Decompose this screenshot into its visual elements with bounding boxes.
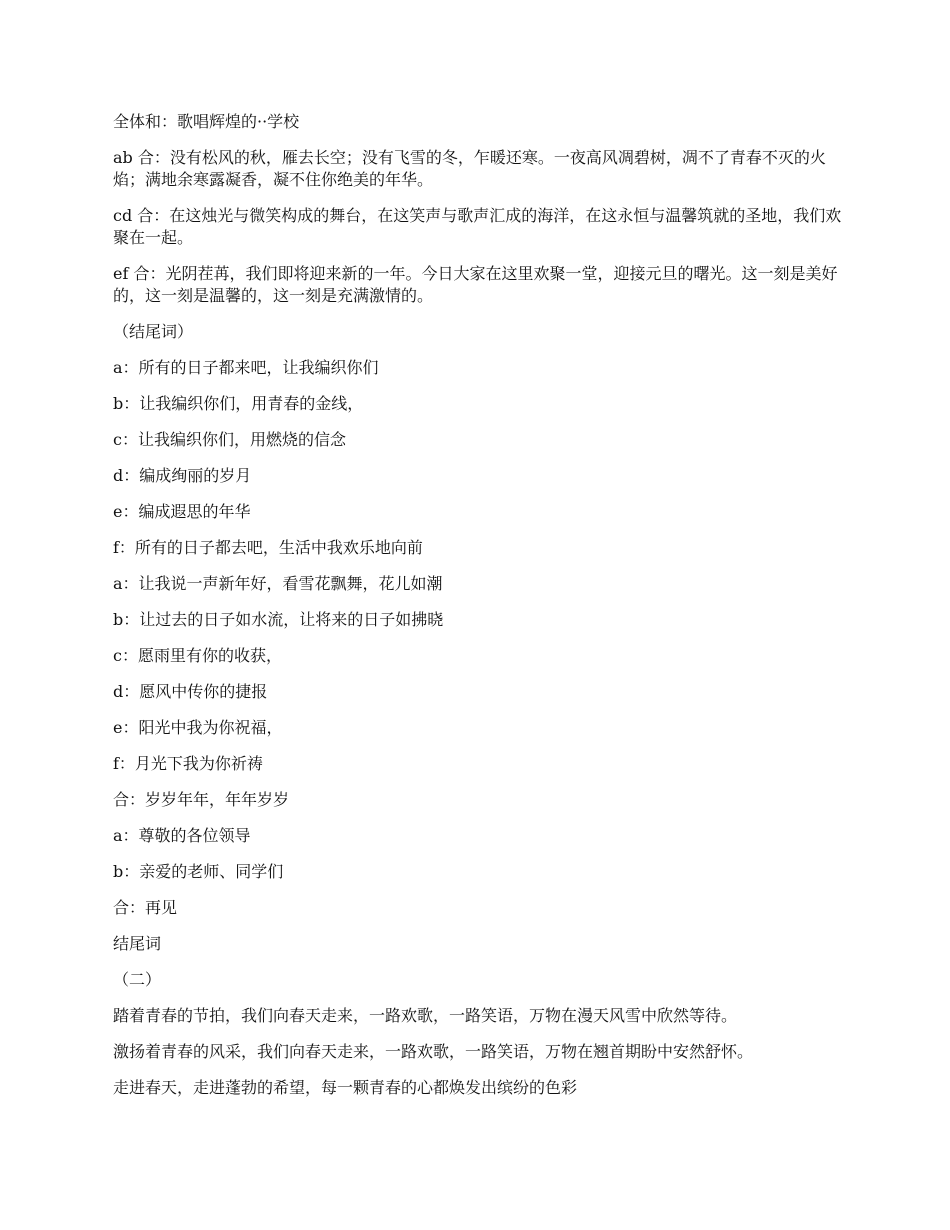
paragraph-ab-chorus: ab 合：没有松风的秋，雁去长空；没有飞雪的冬，乍暖还寒。一夜高风凋碧树，凋不了青春不灭的火焰；满地余寒露凝香，凝不住你绝美的年华。 bbox=[113, 148, 826, 189]
paragraph-spring-2: 激扬着青春的风采，我们向春天走来，一路欢歌，一路笑语，万物在翘首期盼中安然舒怀。 bbox=[113, 1042, 754, 1061]
line-chorus-1: 合：岁岁年年，年年岁岁 bbox=[113, 790, 290, 809]
section-number-two: （二） bbox=[113, 970, 162, 989]
line-f-2: f：月光下我为你祈祷 bbox=[113, 754, 263, 773]
line-c-2: c：愿雨里有你的收获， bbox=[113, 646, 282, 665]
line-b-1: b：让我编织你们，用青春的金线， bbox=[113, 394, 364, 413]
paragraph-chorus-title: 全体和：歌唱辉煌的··学校 bbox=[113, 112, 300, 131]
line-d-1: d：编成绚丽的岁月 bbox=[113, 466, 252, 485]
paragraph-ef-chorus: ef 合：光阴茬苒，我们即将迎来新的一年。今日大家在这里欢聚一堂，迎接元旦的曙光。这一刻是美好的，这一刻是温馨的，这一刻是充满激情的。 bbox=[113, 264, 838, 305]
line-e-1: e：编成遐思的年华 bbox=[113, 502, 251, 521]
document-page bbox=[113, 111, 843, 1113]
paragraph-cd-chorus: cd 合：在这烛光与微笑构成的舞台，在这笑声与歌声汇成的海洋，在这永恒与温馨筑就的圣地，我们欢聚在一起。 bbox=[113, 206, 842, 247]
line-a-1: a：所有的日子都来吧，让我编织你们 bbox=[113, 358, 379, 377]
line-a-3: a：尊敬的各位领导 bbox=[113, 826, 251, 845]
line-e-2: e：阳光中我为你祝福， bbox=[113, 718, 283, 737]
paragraph-spring-1: 踏着青春的节拍，我们向春天走来，一路欢歌，一路笑语，万物在漫天风雪中欣然等待。 bbox=[113, 1006, 738, 1025]
section-title-closing-words: 结尾词 bbox=[113, 934, 162, 953]
line-b-2: b：让过去的日子如水流，让将来的日子如拂晓 bbox=[113, 610, 444, 629]
line-f-1: f：所有的日子都去吧，生活中我欢乐地向前 bbox=[113, 538, 423, 557]
line-b-3: b：亲爱的老师、同学们 bbox=[113, 862, 284, 881]
line-a-2: a：让我说一声新年好，看雪花飘舞，花儿如潮 bbox=[113, 574, 443, 593]
line-c-1: c：让我编织你们，用燃烧的信念 bbox=[113, 430, 346, 449]
section-heading-closing: （结尾词） bbox=[113, 322, 194, 341]
paragraph-spring-3: 走进春天，走进蓬勃的希望，每一颗青春的心都焕发出缤纷的色彩 bbox=[113, 1078, 578, 1097]
line-d-2: d：愿风中传你的捷报 bbox=[113, 682, 268, 701]
line-chorus-2: 合：再见 bbox=[113, 898, 178, 917]
